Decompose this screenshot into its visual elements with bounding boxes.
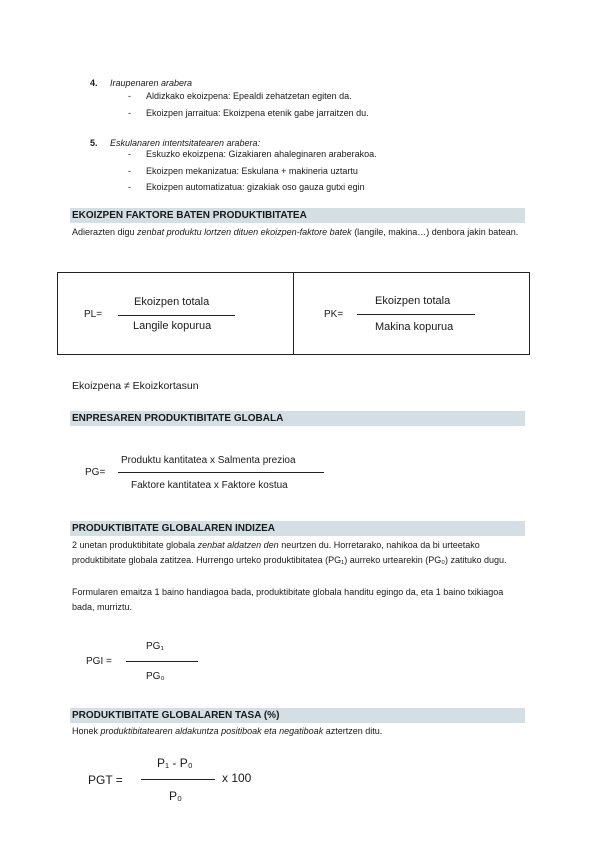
list-item: - Ekoizpen automatizatua: gizakiak oso gauza gutxi egin: [128, 182, 365, 192]
formula-pg-numerator: Produktu kantitatea x Salmenta prezioa: [121, 455, 296, 466]
note-text: Ekoizpena ≠ Ekoizkortasun: [72, 380, 199, 392]
list-item: - Ekoizpen jarraitua: Ekoizpena etenik gabe jarraitzen du.: [128, 108, 369, 118]
section-heading: ENPRESAREN PRODUKTIBITATE GLOBALA: [70, 411, 525, 426]
formula-pl-denominator: Langile kopurua: [133, 320, 212, 332]
list-item: - Ekoizpen mekanizatua: Eskulana + makineria uztartu: [128, 166, 358, 176]
formula-pg-label: PG=: [85, 467, 106, 478]
formula-pgt-multiplier: x 100: [222, 771, 252, 785]
section-heading: PRODUKTIBITATE GLOBALAREN TASA (%): [70, 708, 525, 723]
list-title: Eskulanaren intentsitatearen arabera:: [109, 138, 261, 148]
list-item: - Eskuzko ekoizpena: Gizakiaren ahaleginaren araberakoa.: [128, 149, 377, 159]
fraction-line: [118, 472, 324, 473]
formula-pg-denominator: Faktore kantitatea x Faktore kostua: [131, 480, 288, 491]
formula-pgi-label: PGI =: [86, 656, 112, 667]
section-paragraph: Adierazten digu zenbat produktu lortzen dituen ekoizpen-faktore batek (langile, makina…) denbora jakin batean.: [72, 227, 519, 237]
formula-pgt-label: PGT =: [88, 773, 123, 787]
fraction-line: [126, 661, 198, 662]
list-4: [90, 73, 192, 91]
section-paragraph: 2 unetan produktibitate globala zenbat aldatzen den neurtzen du. Horretarako, nahikoa da bi urteetako produktibitate globala zatitzea. Hurrengo urteko produktibitatea (PG₁) aurreko urtearekin (PG₀) zatituko dugu.: [72, 540, 507, 565]
formula-pgi-numerator: PG₁: [146, 641, 164, 652]
list-number: 4.: [90, 78, 98, 88]
formula-pgi-denominator: PG₀: [146, 671, 165, 682]
section-heading: PRODUKTIBITATE GLOBALAREN INDIZEA: [70, 521, 525, 536]
formula-pgt-denominator: P₀: [169, 789, 182, 803]
formula-pl-numerator: Ekoizpen totala: [134, 296, 210, 308]
fraction-line: [141, 779, 215, 780]
section-paragraph: Formularen emaitza 1 baino handiagoa bada, produktibitate globala handitu egingo da, eta 1 baino txikiagoa bada, murriztu.: [72, 587, 504, 612]
list-title: Iraupenaren arabera: [109, 78, 193, 88]
section-paragraph: Honek produktibitatearen aldakuntza positiboak eta negatiboak aztertzen ditu.: [72, 726, 383, 736]
formula-pl-label: PL=: [84, 309, 103, 320]
formula-pgt-numerator: P₁ - P₀: [157, 756, 193, 770]
list-item: - Aldizkako ekoizpena: Epealdi zehatzetan egiten da.: [128, 91, 352, 101]
formula-pk-numerator: Ekoizpen totala: [375, 295, 451, 307]
section-heading: EKOIZPEN FAKTORE BATEN PRODUKTIBITATEA: [70, 208, 525, 223]
fraction-line: [357, 314, 475, 315]
box-divider: [293, 273, 294, 354]
formula-pk-denominator: Makina kopurua: [375, 321, 454, 333]
list-number: 5.: [90, 138, 98, 148]
fraction-line: [118, 315, 235, 316]
formula-pk-label: PK=: [324, 309, 344, 320]
